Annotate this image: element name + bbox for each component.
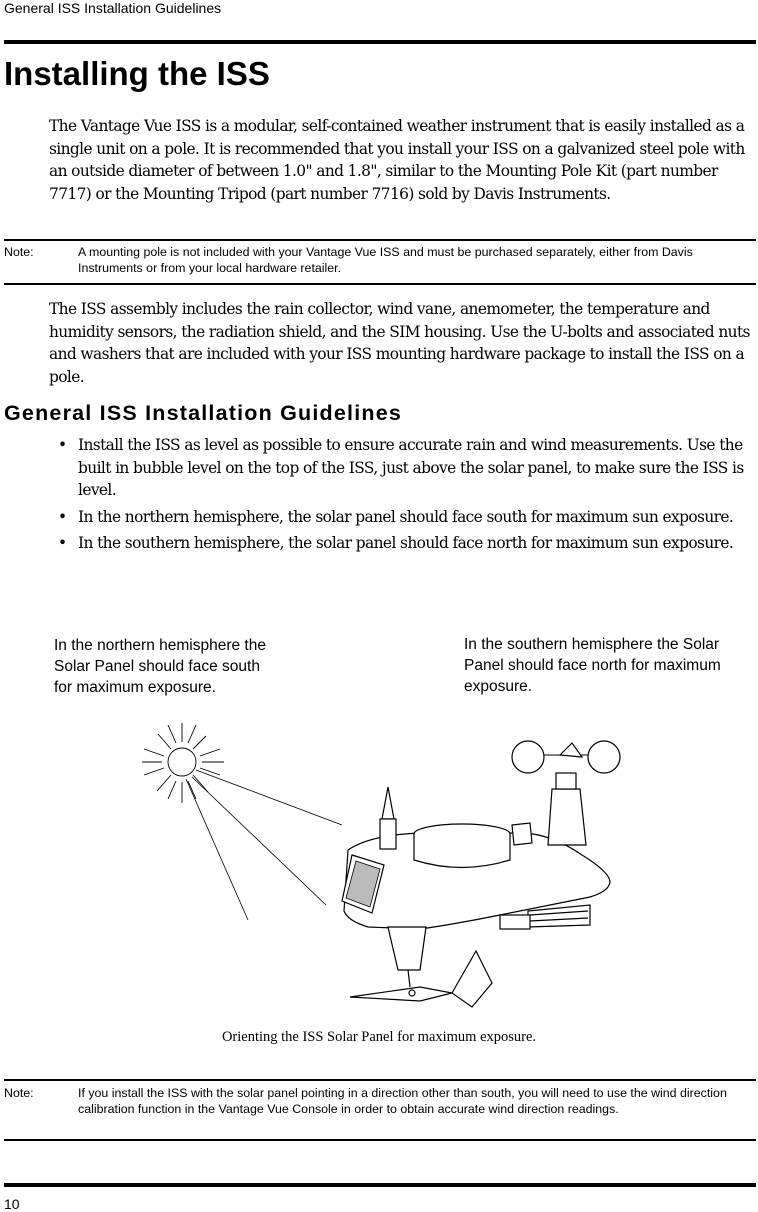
iss-orientation-illustration: [120, 715, 630, 1015]
bullet-marker: •: [58, 507, 67, 526]
iss-unit: [342, 741, 620, 1007]
note-2-label: Note:: [4, 1086, 34, 1100]
sun-icon: [142, 723, 224, 803]
bullet-marker: •: [58, 436, 67, 454]
callout-south: In the southern hemisphere the Solar Panel should face north for maximum exposure.: [464, 636, 721, 695]
guidelines-list: [60, 434, 755, 559]
subsection-title: General ISS Installation Guidelines: [4, 401, 403, 425]
figure-caption: Orienting the ISS Solar Panel for maximum exposure.: [221, 1029, 537, 1045]
assembly-paragraph: The ISS assembly includes the rain collector, wind vane, anemometer, the temperature and humidity sensors, the radiation shield, and the SIM housing. Use the U-bolts and associated nuts and washers that are included with your ISS mounting hardware package to install the ISS on a pole.: [49, 300, 750, 386]
note-1-text: A mounting pole is not included with your Vantage Vue ISS and must be purchased separately, either from Davis Instruments or from your local hardware retailer.: [78, 245, 693, 275]
callout-north: In the northern hemisphere the Solar Panel should face south for maximum exposure.: [54, 637, 266, 696]
section-title: Installing the ISS: [4, 55, 270, 92]
sun-ray: [186, 779, 248, 920]
header-rule: [4, 40, 756, 44]
note1-top-rule: [4, 239, 756, 241]
list-item: [60, 434, 755, 502]
note-2-text: If you install the ISS with the solar panel pointing in a direction other than south, you will need to use the wind direction calibration function in the Vantage Vue Console in order to obtain accurate wind direction readings.: [78, 1086, 727, 1116]
list-item-text: Install the ISS as level as possible to ensure accurate rain and wind measurements. Use the built in bubble level on the top of the ISS, just above the solar panel, to make sure the ISS is level.: [78, 436, 744, 499]
sun-ray: [196, 770, 342, 825]
list-item: [60, 532, 755, 555]
list-item-text: In the northern hemisphere, the solar panel should face south for maximum sun exposure.: [78, 507, 734, 526]
page-number: 10: [4, 1196, 20, 1212]
note2-bottom-rule: [4, 1139, 756, 1141]
footer-rule: [4, 1183, 756, 1187]
bullet-marker: •: [58, 534, 67, 552]
note1-bottom-rule: [4, 283, 756, 285]
intro-paragraph: The Vantage Vue ISS is a modular, self-contained weather instrument that is easily installed as a single unit on a pole. It is recommended that you install your ISS on a galvanized steel pole with an outside diameter of between 1.0" and 1.8", similar to the Mounting Pole Kit (part number 7717) or the Mounting Tripod (part number 7716) sold by Davis Instruments.: [49, 117, 745, 203]
list-item: [60, 506, 755, 529]
list-item-text: In the southern hemisphere, the solar panel should face north for maximum sun exposure.: [78, 534, 734, 552]
note-1-label: Note:: [4, 245, 34, 259]
note2-top-rule: [4, 1079, 756, 1081]
running-header: General ISS Installation Guidelines: [4, 0, 222, 16]
sun-ray: [192, 777, 326, 905]
